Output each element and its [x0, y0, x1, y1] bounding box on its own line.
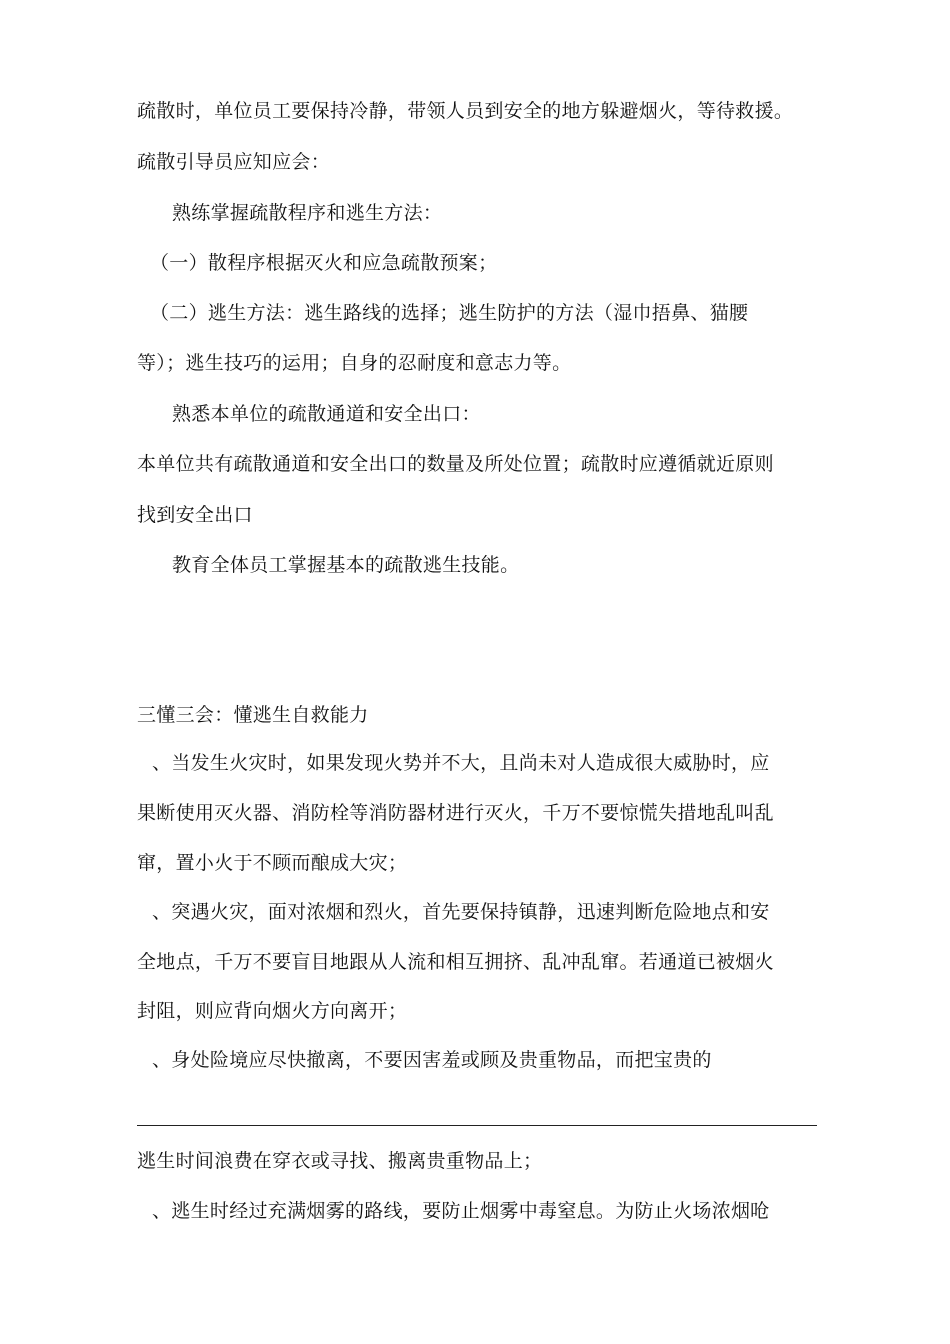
paragraph-line: 全地点，千万不要盲目地跟从人流和相互拥挤、乱冲乱窜。若通道已被烟火	[137, 951, 774, 973]
paragraph-line: 、身处险境应尽快撤离，不要因害羞或顾及贵重物品，而把宝贵的	[152, 1049, 712, 1071]
paragraph-line: 封阻，则应背向烟火方向离开；	[137, 1000, 408, 1022]
paragraph-line: （一）散程序根据灭火和应急疏散预案；	[150, 252, 498, 274]
paragraph-line: 熟练掌握疏散程序和逃生方法：	[172, 202, 443, 224]
paragraph-line: 果断使用灭火器、消防栓等消防器材进行灭火，千万不要惊慌失措地乱叫乱	[137, 802, 774, 824]
paragraph-line: 逃生时间浪费在穿衣或寻找、搬离贵重物品上；	[137, 1150, 543, 1172]
paragraph-line: 、突遇火灾，面对浓烟和烈火，首先要保持镇静，迅速判断危险地点和安	[152, 901, 770, 923]
paragraph-line: 疏散引导员应知应会：	[137, 151, 331, 173]
section-heading: 三懂三会：懂逃生自救能力	[137, 704, 369, 726]
paragraph-line: 等）；逃生技巧的运用；自身的忍耐度和意志力等。	[137, 352, 572, 374]
paragraph-line: 、逃生时经过充满烟雾的路线，要防止烟雾中毒窒息。为防止火场浓烟呛	[152, 1200, 770, 1222]
paragraph-line: 窜，置小火于不顾而酿成大灾；	[137, 852, 408, 874]
paragraph-line: （二）逃生方法：逃生路线的选择；逃生防护的方法（湿巾捂鼻、猫腰	[150, 302, 749, 324]
page-divider	[137, 1125, 817, 1126]
paragraph-line: 教育全体员工掌握基本的疏散逃生技能。	[172, 554, 520, 576]
paragraph-line: 、当发生火灾时，如果发现火势并不大，且尚未对人造成很大威胁时，应	[152, 752, 770, 774]
paragraph-line: 本单位共有疏散通道和安全出口的数量及所处位置；疏散时应遵循就近原则	[137, 453, 774, 475]
paragraph-line: 疏散时，单位员工要保持冷静，带领人员到安全的地方躲避烟火，等待救援。	[137, 100, 794, 122]
paragraph-line: 熟悉本单位的疏散通道和安全出口：	[172, 403, 481, 425]
paragraph-line: 找到安全出口	[137, 504, 253, 526]
